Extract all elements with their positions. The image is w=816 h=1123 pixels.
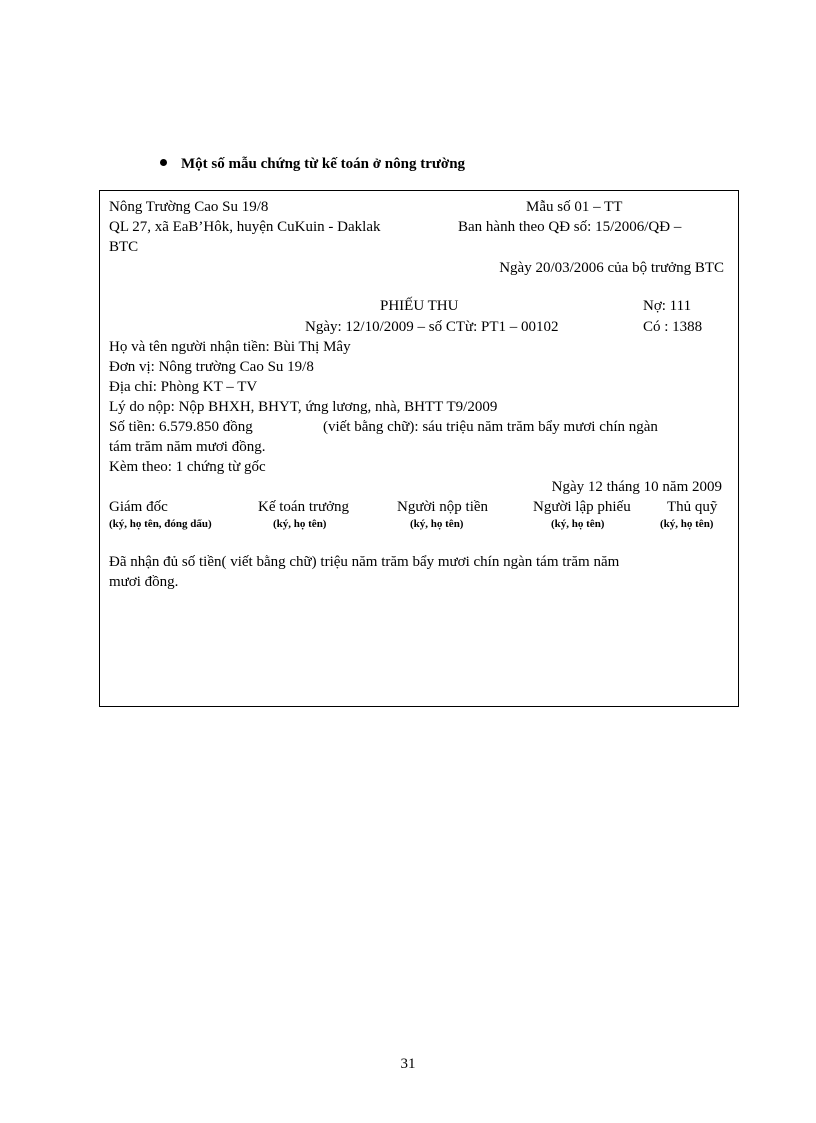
- signatory-note: (ký, họ tên, đóng dấu): [109, 518, 212, 530]
- issued-date: Ngày 20/03/2006 của bộ trưởng BTC: [499, 260, 724, 276]
- credit-account: Có : 1388: [643, 319, 703, 335]
- attachments: Kèm theo: 1 chứng từ gốc: [109, 459, 266, 475]
- signatory-title: Giám đốc: [109, 499, 168, 515]
- location: Địa chỉ: Phòng KT – TV: [109, 379, 258, 395]
- org-name: Nông Trường Cao Su 19/8: [109, 199, 269, 215]
- received-confirmation-line-1: Đã nhận đủ số tiền( viết bằng chữ) triệu năm trăm bẩy mươi chín ngàn tám trăm năm: [109, 554, 620, 570]
- signing-date: Ngày 12 tháng 10 năm 2009: [551, 479, 722, 495]
- receipt-form: [99, 190, 739, 707]
- section-heading-text: Một số mẫu chứng từ kế toán ở nông trường: [181, 156, 466, 172]
- unit: Đơn vị: Nông trường Cao Su 19/8: [109, 359, 314, 375]
- form-number: Mẫu số 01 – TT: [526, 199, 623, 215]
- receipt-title: PHIẾU THU: [380, 298, 459, 314]
- bullet-icon: [160, 159, 167, 166]
- signatory-title: Kế toán trưởng: [258, 499, 350, 515]
- recipient-name: Họ và tên người nhận tiền: Bùi Thị Mây: [109, 339, 351, 355]
- signatory-title: Người lập phiếu: [533, 499, 631, 515]
- date-and-reference: Ngày: 12/10/2009 – số CTừ: PT1 – 00102: [305, 319, 559, 335]
- debit-account: Nợ: 111: [643, 298, 692, 314]
- issued-by-line-2: BTC: [109, 239, 139, 255]
- page-number: 31: [400, 1056, 416, 1072]
- signatory-title: Người nộp tiền: [397, 499, 489, 515]
- payment-reason: Lý do nộp: Nộp BHXH, BHYT, ứng lương, nhà, BHTT T9/2009: [109, 399, 498, 415]
- amount-in-words-line-2: tám trăm năm mươi đồng.: [109, 439, 266, 455]
- signatory-note: (ký, họ tên): [410, 518, 464, 530]
- received-confirmation-line-2: mươi đồng.: [109, 574, 179, 590]
- amount: Số tiền: 6.579.850 đồng: [109, 419, 253, 435]
- section-heading: [160, 156, 465, 173]
- signatory-title: Thủ quỹ: [667, 499, 718, 515]
- issued-by-line-1: Ban hành theo QĐ số: 15/2006/QĐ –: [458, 219, 682, 235]
- amount-in-words-line-1: (viết bằng chữ): sáu triệu năm trăm bẩy mươi chín ngàn: [323, 419, 658, 435]
- signatory-note: (ký, họ tên): [273, 518, 327, 530]
- org-address: QL 27, xã EaB’Hôk, huyện CuKuin - Daklak: [109, 219, 381, 235]
- signatory-note: (ký, họ tên): [551, 518, 605, 530]
- signatory-note: (ký, họ tên): [660, 518, 714, 530]
